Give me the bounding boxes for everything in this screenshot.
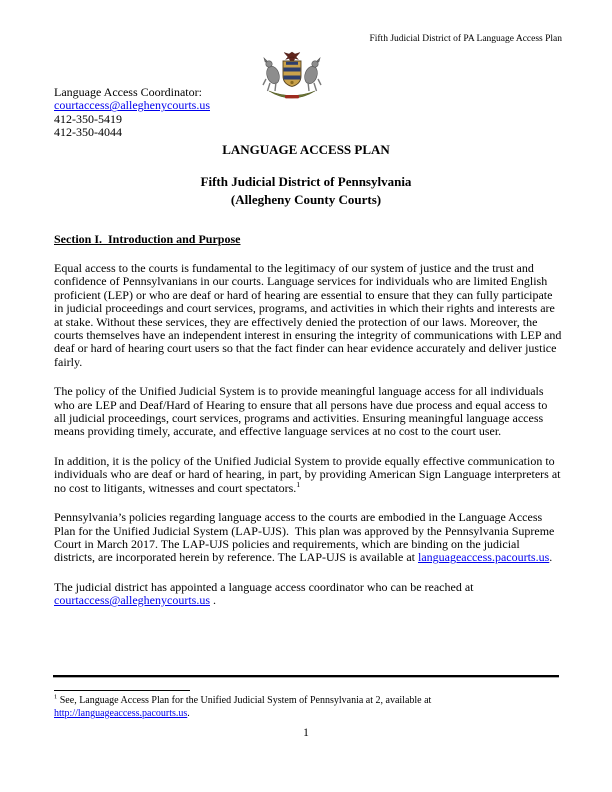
page-number: 1: [303, 727, 309, 739]
paragraph-4-text: Pennsylvania’s policies regarding language access to the courts are embodied in the Language Access Plan for the Unified Judicial System (LAP-UJS). This plan was approved by the Pennsylvania Supreme Court in March 2017. The LAP-UJS policies and requirements, which are binding on the judicial districts, are incorporated herein by reference. The LAP-UJS is available at: [54, 510, 558, 565]
footnote: [54, 694, 524, 720]
coordinator-label: Language Access Coordinator:: [54, 85, 202, 99]
coordinator-block: [54, 86, 210, 140]
document-title: LANGUAGE ACCESS PLAN: [222, 142, 390, 157]
horizontal-rule: [53, 675, 559, 678]
lap-ujs-website-link[interactable]: languageaccess.pacourts.us: [417, 550, 550, 565]
paragraph-2: The policy of the Unified Judicial System is to provide meaningful language access for all individuals who are LEP and Deaf/Hard of Hearing to ensure that all persons have due process and equal access to all judicial proceedings, court services, programs and activities. Ensuring meaningful language access means providing timely, accurate, and effective language services at no cost to the court user.: [54, 384, 551, 439]
paragraph-5-period: .: [210, 593, 216, 608]
paragraph-4: [54, 511, 562, 565]
subtitle-line-1: Fifth Judicial District of Pennsylvania: [200, 174, 412, 189]
paragraph-4-period: .: [549, 550, 553, 565]
left-horse: [263, 58, 281, 91]
page-header-text: Fifth Judicial District of PA Language Access Plan: [369, 34, 562, 44]
paragraph-5: [54, 581, 562, 608]
document-subtitle: [0, 173, 612, 209]
coordinator-email-link-body[interactable]: courtaccess@alleghenycourts.us: [54, 593, 210, 608]
right-horse: [303, 58, 321, 91]
footnote-separator: [54, 690, 190, 691]
body-text: [54, 261, 565, 624]
paragraph-3: [54, 455, 562, 495]
coordinator-email-link[interactable]: courtaccess@alleghenycourts.us: [54, 98, 210, 113]
paragraph-1: Equal access to the courts is fundamental to the legitimacy of our system of justice and the trust and confidence of Pennsylvanians in our courts. Language services for individuals who are limited English proficient (LEP) or who are deaf or hard of hearing are essential to ensure that they can fully participate in judicial proceedings and court services, programs, and activities in which their rights and interests are at stake. Without these services, they are effectively denied the protection of our laws. Moreover, the courts themselves have an independent interest in ensuring the integrity of communications with LEP and deaf or hard of hearing court users so that the fact finder can hear evidence accurately and deliver justice fairly.: [54, 261, 565, 369]
subtitle-line-2: (Allegheny County Courts): [230, 192, 382, 207]
section-heading: Section I. Introduction and Purpose: [54, 232, 241, 246]
coordinator-phone-1: 412-350-5419: [54, 111, 122, 126]
eagle: [284, 52, 300, 61]
shield: [283, 61, 301, 87]
paragraph-5-text: The judicial district has appointed a language access coordinator who can be reached at: [54, 579, 477, 594]
coordinator-phone-2: 412-350-4044: [54, 125, 122, 140]
paragraph-3-text: In addition, it is the policy of the Unified Judicial System to provide equally effective communication to individuals who are deaf or hard of hearing, in part, by providing American Sign Language interpreters at no cost to litigants, witnesses and court spectators.: [54, 453, 564, 495]
footnote-link[interactable]: http://languageaccess.pacourts.us: [54, 708, 188, 719]
pennsylvania-coat-of-arms-icon: [261, 51, 323, 101]
footnote-number: 1: [54, 693, 58, 701]
footnote-period: .: [187, 708, 190, 719]
footnote-text: See, Language Access Plan for the Unified Judicial System of Pennsylvania at 2, available at: [57, 695, 434, 706]
footnote-reference-marker: 1: [296, 479, 301, 489]
